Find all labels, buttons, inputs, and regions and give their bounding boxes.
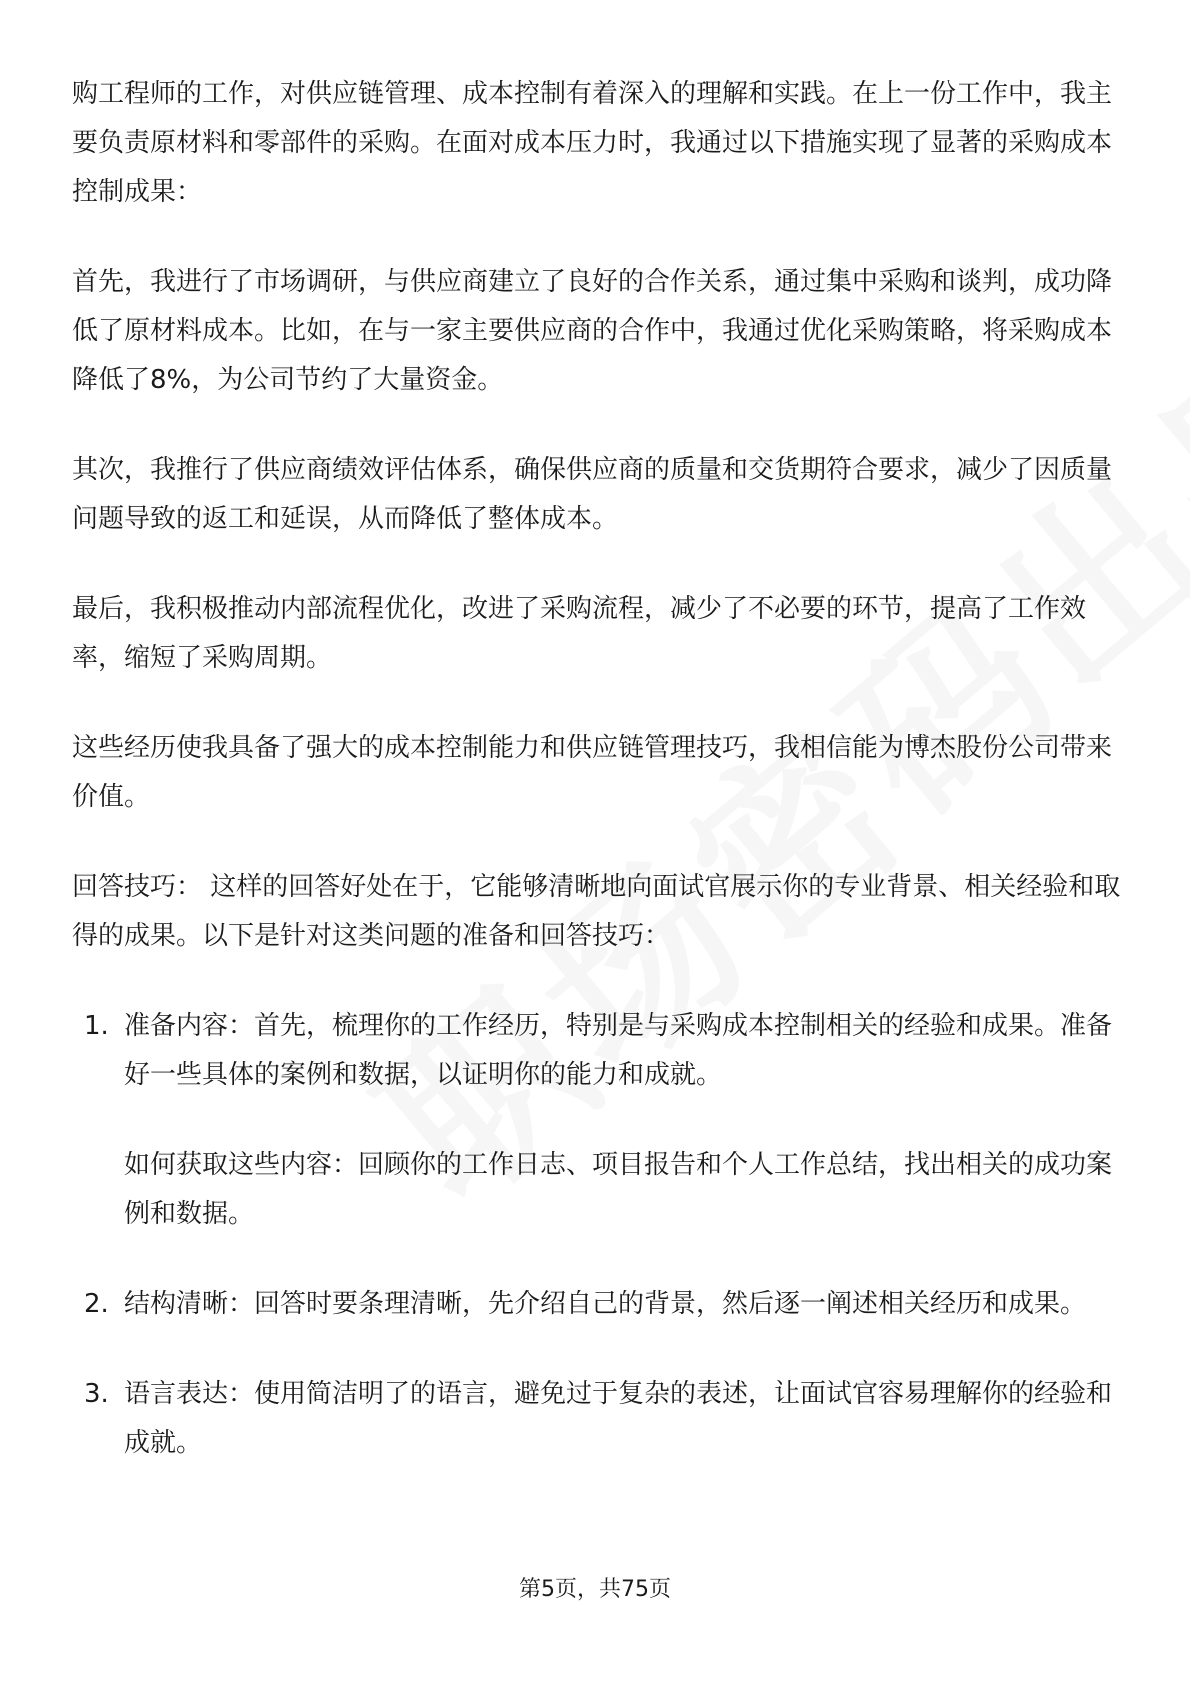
page-number: 第5页，共75页: [519, 1577, 671, 1602]
list-item-text: 语言表达：使用简洁明了的语言，避免过于复杂的表述，让面试官容易理解你的经验和成就。: [124, 1379, 1113, 1458]
list-number: 1.: [84, 1011, 109, 1041]
paragraph-tips-intro: 回答技巧： 这样的回答好处在于，它能够清晰地向面试官展示你的专业背景、相关经验和取得的成果。以下是针对这类问题的准备和回答技巧：: [72, 872, 1121, 951]
list-item-text: 结构清晰：回答时要条理清晰，先介绍自己的背景，然后逐一阐述相关经历和成果。: [124, 1289, 1087, 1319]
document-body: [72, 70, 1122, 1509]
list-item-subtext: 如何获取这些内容：回顾你的工作日志、项目报告和个人工作总结，找出相关的成功案例和数据。: [124, 1150, 1113, 1229]
list-item-text: 准备内容：首先，梳理你的工作经历，特别是与采购成本控制相关的经验和成果。准备好一些具体的案例和数据，以证明你的能力和成就。: [124, 1011, 1113, 1090]
list-number: 3.: [84, 1379, 109, 1409]
paragraph-first: 首先，我进行了市场调研，与供应商建立了良好的合作关系，通过集中采购和谈判，成功降低了原材料成本。比如，在与一家主要供应商的合作中，我通过优化采购策略，将采购成本降低了8%，为公司节约了大量资金。: [72, 267, 1113, 395]
paragraph-last: 最后，我积极推动内部流程优化，改进了采购流程，减少了不必要的环节，提高了工作效率，缩短了采购周期。: [72, 594, 1087, 673]
tips-list: [72, 1002, 1122, 1468]
list-number: 2.: [84, 1289, 109, 1319]
paragraph-second: 其次，我推行了供应商绩效评估体系，确保供应商的质量和交货期符合要求，减少了因质量问题导致的返工和延误，从而降低了整体成本。: [72, 455, 1113, 534]
list-item: [72, 1280, 1122, 1329]
list-item: [72, 1370, 1122, 1468]
list-item: [72, 1002, 1122, 1239]
paragraph-summary: 这些经历使我具备了强大的成本控制能力和供应链管理技巧，我相信能为博杰股份公司带来价值。: [72, 733, 1113, 812]
paragraph-intro: 购工程师的工作，对供应链管理、成本控制有着深入的理解和实践。在上一份工作中，我主要负责原材料和零部件的采购。在面对成本压力时，我通过以下措施实现了显著的采购成本控制成果：: [72, 79, 1113, 207]
